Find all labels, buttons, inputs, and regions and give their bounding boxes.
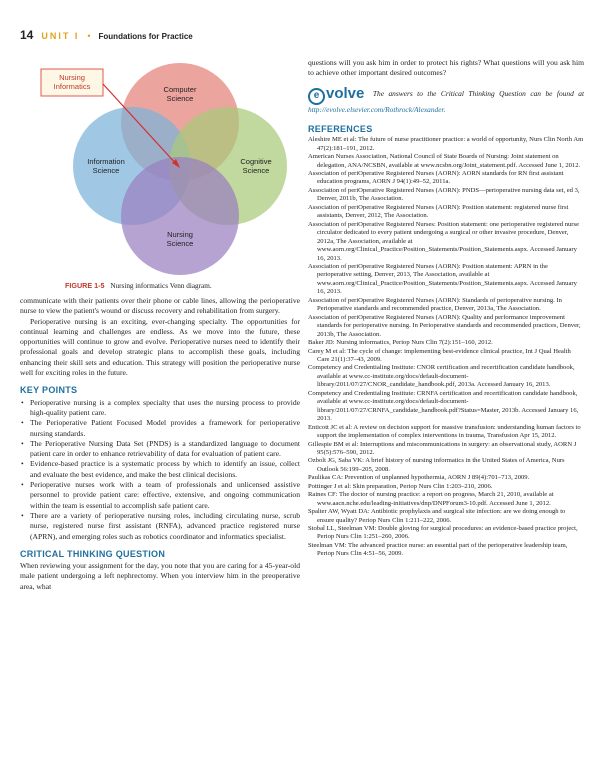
key-point-text: Perioperative nurses work with a team of professionals and unlicensed assistive personnel to provide patient care: effective, extensive, and ongoing communication within the team is essential to accomplish safe patient care. xyxy=(30,480,300,510)
key-point-text: The Perioperative Patient Focused Model provides a framework for perioperative nursing standards. xyxy=(30,418,300,438)
reference-item: Paulikas CA: Prevention of unplanned hypothermia, AORN J 89(4):701–713, 2009. xyxy=(308,474,530,482)
circle-nursing-science xyxy=(121,157,239,275)
reference-item: Association of periOperative Registered Nurses (AORN): Quality and performance improvement standards for perioperative nursing. In Perioperative standards and recommended practices, Denver, 2013b, The Association. xyxy=(308,313,581,338)
critical-thinking-continued: questions will you ask him in order to protect his rights? What questions will you ask him to achieve other important desired outcomes? xyxy=(308,58,584,78)
venn-diagram xyxy=(28,56,298,281)
key-point-text: There are a variety of perioperative nursing roles, including circulating nurse, scrub nurse, registered nurse first assistant (RNFA), advanced practice registered nurse (APRN), and emerging roles such as robotics coordinator and informatics specialist. xyxy=(30,510,300,541)
evolve-logo xyxy=(308,84,365,105)
reference-item: Steelman VM: The advanced practice nurse: an essential part of the perioperative leadership team, Periop Nurs Clin 4:51–56, 2009. xyxy=(308,541,568,558)
figure-label: FIGURE 1-5 xyxy=(65,281,105,290)
key-point-text: Evidence-based practice is a systematic process by which to identify an issue, collect and evaluate the best evidence, and make the best clinical decisions. xyxy=(30,459,300,479)
reference-item: Pottinger J et al: Skin preparation, Periop Nurs Clin 1:203–210, 2006. xyxy=(308,482,493,490)
running-header xyxy=(20,28,193,44)
bullet-marker: • xyxy=(21,510,24,520)
reference-item: Raines CF: The doctor of nursing practice: a report on progress, March 21, 2010, available at www.aacn.nche.edu/leading-initiatives/dnp/DNPForum3-10.pdf. Accessed June 1, 2012. xyxy=(308,491,554,507)
reference-item: Spalter AW, Wyatt DA: Antibiotic prophylaxis and surgical site infection: are we doing enough to ensure quality? Periop Nurs Clin 1:211–222, 2006. xyxy=(308,508,566,524)
left-column xyxy=(20,296,300,592)
evolve-link[interactable]: http://evolve.elsevier.com/Rothrock/Alexander. xyxy=(308,104,446,114)
key-point xyxy=(20,439,300,460)
reference-item: Competency and Credentialing Institute: CNOR certification and recertification candidate handbook, available at www.cc-institute.org/docs/default-document-library/2011/07/27/CNOR_candidate_handbook.pdf, 2013a. Accessed January 16, 2013. xyxy=(308,364,575,389)
evolve-logo-text: volve xyxy=(326,84,365,102)
bullet-marker: • xyxy=(21,397,24,407)
reference-item: Association of periOperative Registered Nurses (AORN): Position statement: registered nurse first assistants, Denver, 2012, The Association. xyxy=(308,203,569,220)
body-paragraph-1: communicate with their patients over their phone or cable lines, allowing the perioperative nurse to view the patient's wound or discuss recovery and rehabilitation from surgery. xyxy=(20,296,300,316)
right-column xyxy=(308,58,584,559)
reference-item: Gillespie BM et al: Interruptions and miscommunications in surgery: an observational study, AORN J 95(5):576–590, 2012. xyxy=(308,440,577,456)
references-list xyxy=(308,136,584,559)
information-science-label-line1: Information xyxy=(87,157,125,166)
reference-item: Association of periOperative Registered Nurses: Position statement: one perioperative registered nurse circulator dedicated to every patient undergoing a surgical or other invasive procedure, Denver, 2012a, The Association, available at www.aorn.org/Clinical_Practice/Position_Statements/Position_Statements.aspx. Accessed January 16, 2013. xyxy=(308,220,579,262)
computer-science-label-line1: Computer xyxy=(163,85,197,94)
computer-science-label-line2: Science xyxy=(166,94,194,103)
header-separator: • xyxy=(87,31,91,41)
figure-caption xyxy=(65,281,212,290)
reference-item: Enticott JC et al: A review on decision support for massive transfusion: understanding human factors to support the implementation of complex interventions in trauma, Transfusion Apr 15, 2012. xyxy=(308,423,581,440)
callout-label-line1: Nursing xyxy=(59,73,85,82)
references-heading: REFERENCES xyxy=(308,123,373,134)
key-point-text: The Perioperative Nursing Data Set (PNDS) is a standardized language to document patient care in order to enhance retrievability of data for evaluation of patient care. xyxy=(30,438,300,459)
section-title: Foundations for Practice xyxy=(98,32,193,41)
nursing-science-label-line1: Nursing xyxy=(167,230,193,239)
bullet-marker: • xyxy=(21,418,24,428)
nursing-science-label-line2: Science xyxy=(166,239,194,248)
unit-label: UNIT I xyxy=(41,31,80,41)
cognitive-science-label-line1: Cognitive xyxy=(240,157,272,166)
callout-label-line2: Informatics xyxy=(53,82,91,91)
critical-thinking-text: When reviewing your assignment for the day, you note that you are caring for a 45-year-old male patient undergoing a left nephrectomy. When you interview him in the preoperative area, what xyxy=(20,561,300,591)
information-science-label-line2: Science xyxy=(92,166,120,175)
evolve-box xyxy=(308,84,585,115)
bullet-marker: • xyxy=(21,459,24,469)
reference-item: Aleshire ME et al: The future of nurse practitioner practice: a world of opportunity, Nurs Clin North Am 47(2):181–191, 2012. xyxy=(308,136,584,152)
key-points-list xyxy=(20,398,300,542)
reference-item: Association of periOperative Registered Nurses (AORN): PNDS—perioperative nursing data set, ed 3, Denver, 2011b, The Association. xyxy=(308,186,580,203)
cognitive-science-label-line2: Science xyxy=(242,166,270,175)
page-number: 14 xyxy=(20,28,34,42)
critical-thinking-heading: CRITICAL THINKING QUESTION xyxy=(20,548,166,559)
reference-item: Baker JD: Nursing informatics, Periop Nurs Clin 7(2):151–160, 2012. xyxy=(308,339,493,347)
reference-item: Association of periOperative Registered Nurses (AORN): Position statement: APRN in the perioperative setting, Denver, 2013, The Association, available at www.aorn.org/Clinical_Practice/Position_Statements/Position_Statements.aspx. Accessed January 16, 2013. xyxy=(308,262,577,296)
key-point xyxy=(20,459,300,480)
bullet-marker: • xyxy=(21,438,24,448)
reference-item: American Nurses Association, National Council of State Boards of Nursing: Joint statement on delegation, ANA/NCSBN, available at www.ncsbn.org/Joint_statement.pdf. Accessed June 1, 2012. xyxy=(308,153,581,169)
reference-item: Competency and Credentialing Institute: CRNFA certification and recertification candidate handbook, available at www.cc-institute.org/docs/default-document-library/2011/07/27/CRNFA_candidate_handbook.pdf?Status=Master, 2013b. Accessed January 16, 2013. xyxy=(308,389,579,423)
reference-item: Stobaî LL, Steelman VM: Double gloving for surgical procedures: an evidence-based practice project, Periop Nurs Clin 1:251–260, 2006. xyxy=(308,525,578,541)
bullet-marker: • xyxy=(21,480,24,490)
figure-caption-text: Nursing informatics Venn diagram. xyxy=(110,282,212,290)
key-point xyxy=(20,418,300,439)
key-points-heading: KEY POINTS xyxy=(20,385,78,396)
evolve-text: The answers to the Critical Thinking Question can be found at xyxy=(372,88,585,98)
key-point-text: Perioperative nursing is a complex specialty that uses the nursing process to provide high-quality patient care. xyxy=(30,397,300,417)
reference-item: Carey M et al: The cycle of change: implementing best-evidence clinical practice, Int J Qual Health Care 21(1):37–43, 2009. xyxy=(308,347,571,363)
evolve-e-icon: e xyxy=(308,88,325,105)
body-paragraph-2: Perioperative nursing is an exciting, ever-changing specialty. The opportunities for continual learning and challenges are endless. As we move into the future, these opportunities will continue to grow and evolve. Perioperative nurses need to identify their professional goals and develop strategic plans to accomplish these goals, including enhancing their skill sets and education. This strategy will position the perioperative nurse well for exciting roles in the future. xyxy=(20,316,300,378)
key-point xyxy=(20,398,300,419)
reference-item: Association of periOperative Registered Nurses (AORN): Standards of perioperative nursing. In Perioperative standards and recommended practice, Denver, 2013a, The Association. xyxy=(308,296,562,313)
reference-item: Ozbolt JG, Saba VK: A brief history of nursing informatics in the United States of America, Nurs Outlook 56:199–205, 2008. xyxy=(308,457,565,473)
key-point xyxy=(20,480,300,511)
reference-item: Association of periOperative Registered Nurses (AORN): AORN standards for RN first assistant education programs, AORN J 94(1):49–52, 2011a. xyxy=(308,170,564,186)
key-point xyxy=(20,511,300,542)
